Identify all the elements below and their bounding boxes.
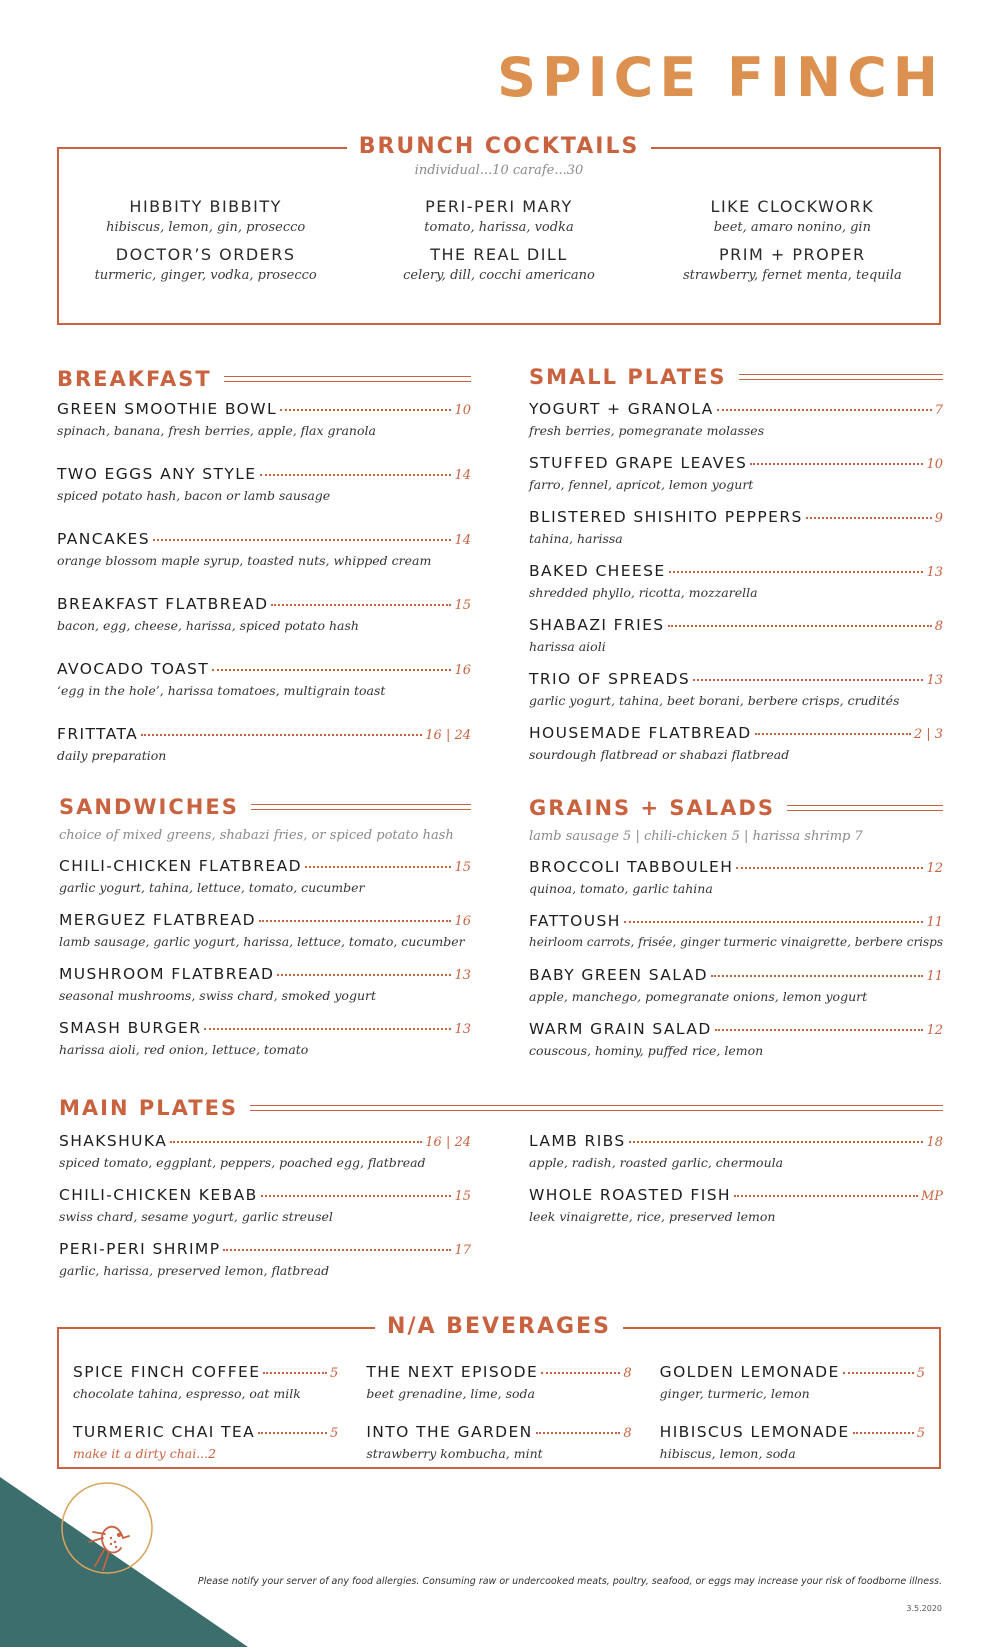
item-name: INTO THE GARDEN	[366, 1423, 533, 1441]
menu-item	[529, 670, 943, 724]
leader-dots	[750, 463, 923, 465]
item-name: TURMERIC CHAI TEA	[73, 1423, 256, 1441]
leader-dots	[263, 1372, 327, 1374]
item-desc: swiss chard, sesame yogurt, garlic streusel	[59, 1209, 333, 1224]
item-desc: apple, manchego, pomegranate onions, lemon yogurt	[529, 989, 868, 1004]
menu-item	[57, 660, 471, 725]
leader-dots	[629, 1141, 924, 1143]
cocktails-pricing: individual...10 carafe...30	[414, 163, 584, 178]
item-desc: hibiscus, lemon, gin, prosecco	[106, 220, 306, 235]
cocktail-item	[59, 197, 352, 235]
leader-dots	[715, 1029, 924, 1031]
item-name: GREEN SMOOTHIE BOWL	[57, 400, 278, 418]
item-price: 2 | 3	[913, 727, 943, 742]
leader-dots	[669, 571, 924, 573]
item-price: 5	[916, 1426, 925, 1441]
leader-dots	[153, 539, 451, 541]
item-desc: strawberry kombucha, mint	[366, 1446, 543, 1461]
item-name: FRITTATA	[57, 725, 139, 743]
item-price: 16 | 24	[425, 728, 471, 743]
menu-item	[660, 1423, 925, 1461]
item-price: 13	[454, 1022, 471, 1037]
menu-item	[59, 1240, 471, 1284]
item-desc: garlic yogurt, tahina, beet borani, berbere crisps, crudités	[529, 693, 900, 708]
menu-item	[59, 857, 471, 911]
cocktails-title: BRUNCH COCKTAILS	[59, 134, 939, 159]
leader-dots	[223, 1249, 451, 1251]
item-price: 5	[330, 1426, 339, 1441]
menu-item	[57, 595, 471, 660]
item-name: BLISTERED SHISHITO PEPPERS	[529, 508, 803, 526]
item-price: 10	[454, 403, 471, 418]
item-desc: bacon, egg, cheese, harissa, spiced potato hash	[57, 618, 359, 633]
item-desc: tomato, harissa, vodka	[424, 220, 574, 235]
breakfast-section	[57, 364, 471, 770]
item-desc: harissa aioli	[529, 639, 606, 654]
section-title: BREAKFAST	[57, 367, 212, 391]
leader-dots	[668, 625, 932, 627]
item-name: MUSHROOM FLATBREAD	[59, 965, 275, 983]
leader-dots	[755, 733, 911, 735]
item-price: 13	[926, 673, 943, 688]
leader-dots	[141, 734, 422, 736]
leader-dots	[624, 921, 924, 923]
item-desc: apple, radish, roasted garlic, chermoula	[529, 1155, 784, 1170]
item-name: LAMB RIBS	[529, 1132, 626, 1150]
item-desc: garlic, harissa, preserved lemon, flatbread	[59, 1263, 330, 1278]
item-desc: turmeric, ginger, vodka, prosecco	[94, 268, 317, 283]
leader-dots	[260, 474, 452, 476]
menu-item	[57, 465, 471, 530]
menu-item	[57, 530, 471, 595]
header-rule	[787, 805, 943, 811]
menu-item	[366, 1363, 631, 1401]
brunch-cocktails-box	[57, 134, 941, 325]
item-name: BROCCOLI TABBOULEH	[529, 858, 734, 876]
item-name: BREAKFAST FLATBREAD	[57, 595, 269, 613]
item-desc: heirloom carrots, frisée, ginger turmeric vinaigrette, berbere crisps	[529, 935, 944, 949]
item-name: PANCAKES	[57, 530, 150, 548]
item-desc: hibiscus, lemon, soda	[659, 1446, 796, 1461]
item-desc: fresh berries, pomegranate molasses	[529, 423, 765, 438]
beverages-title: N/A BEVERAGES	[59, 1314, 939, 1339]
item-price: 12	[926, 861, 943, 876]
item-price: 16	[454, 914, 471, 929]
header-rule	[739, 374, 943, 380]
item-price: 15	[454, 1189, 471, 1204]
menu-item	[366, 1423, 631, 1461]
leader-dots	[843, 1372, 914, 1374]
item-price: 14	[454, 468, 471, 483]
grains-salads-section	[529, 793, 943, 1064]
item-desc: make it a dirty chai...2	[73, 1446, 217, 1461]
item-name: CHILI-CHICKEN KEBAB	[59, 1186, 258, 1204]
item-name: BAKED CHEESE	[529, 562, 666, 580]
section-note: choice of mixed greens, shabazi fries, or spiced potato hash	[59, 828, 454, 843]
item-price: 5	[330, 1366, 339, 1381]
main-plates-section	[59, 1093, 943, 1123]
item-name: CHILI-CHICKEN FLATBREAD	[59, 857, 302, 875]
section-header	[59, 792, 471, 822]
item-desc: seasonal mushrooms, swiss chard, smoked yogurt	[59, 988, 377, 1003]
menu-item	[57, 400, 471, 465]
leader-dots	[170, 1141, 422, 1143]
leader-dots	[261, 1195, 452, 1197]
leader-dots	[212, 669, 451, 671]
restaurant-name: SPICE FINCH	[497, 46, 944, 109]
item-desc: shredded phyllo, ricotta, mozzarella	[529, 585, 758, 600]
item-price: MP	[920, 1189, 943, 1204]
menu-item	[73, 1423, 338, 1461]
item-name: THE REAL DILL	[430, 245, 568, 264]
item-desc: daily preparation	[57, 748, 167, 763]
item-name: FATTOUSH	[529, 912, 621, 930]
item-price: 9	[934, 511, 943, 526]
item-desc: lamb sausage, garlic yogurt, harissa, lettuce, tomato, cucumber	[59, 934, 465, 949]
item-desc: farro, fennel, apricot, lemon yogurt	[529, 477, 754, 492]
leader-dots	[693, 679, 923, 681]
item-name: HIBISCUS LEMONADE	[659, 1423, 850, 1441]
menu-item	[529, 966, 943, 1020]
item-name: DOCTOR’S ORDERS	[115, 245, 296, 264]
small-plates-section	[529, 362, 943, 768]
menu-item	[529, 562, 943, 616]
menu-item	[59, 1132, 471, 1186]
item-name: SHABAZI FRIES	[529, 616, 665, 634]
menu-item	[59, 911, 471, 965]
item-price: 10	[926, 457, 943, 472]
item-price: 8	[934, 619, 943, 634]
item-desc: orange blossom maple syrup, toasted nuts, whipped cream	[57, 553, 432, 568]
section-title: SANDWICHES	[59, 795, 239, 819]
item-price: 11	[926, 969, 943, 984]
menu-item	[57, 725, 471, 770]
section-header	[529, 793, 943, 823]
item-desc: chocolate tahina, espresso, oat milk	[73, 1386, 301, 1401]
leader-dots	[541, 1372, 620, 1374]
item-desc: strawberry, fernet menta, tequila	[682, 268, 902, 283]
leader-dots	[536, 1432, 621, 1434]
cocktail-item	[646, 197, 939, 235]
menu-item	[660, 1363, 925, 1401]
item-name: MERGUEZ FLATBREAD	[59, 911, 256, 929]
item-name: WARM GRAIN SALAD	[529, 1020, 712, 1038]
cocktail-item	[352, 245, 645, 283]
item-name: YOGURT + GRANOLA	[529, 400, 714, 418]
leader-dots	[258, 1432, 327, 1434]
item-name: PERI-PERI SHRIMP	[59, 1240, 221, 1258]
header-rule	[224, 376, 471, 382]
item-name: SPICE FINCH COFFEE	[73, 1363, 261, 1381]
item-desc: quinoa, tomato, garlic tahina	[529, 881, 713, 896]
item-price: 14	[454, 533, 471, 548]
item-desc: ginger, turmeric, lemon	[659, 1386, 810, 1401]
section-title: MAIN PLATES	[59, 1096, 239, 1120]
leader-dots	[734, 1195, 918, 1197]
leader-dots	[711, 975, 923, 977]
section-header	[529, 362, 943, 392]
header-rule	[250, 1105, 943, 1111]
item-name: PRIM + PROPER	[719, 245, 866, 264]
menu-item	[73, 1363, 338, 1401]
menu-item	[529, 1020, 943, 1064]
menu-item	[529, 912, 943, 966]
item-name: BABY GREEN SALAD	[529, 966, 708, 984]
menu-date: 3.5.2020	[906, 1604, 942, 1613]
item-name: HOUSEMADE FLATBREAD	[529, 724, 752, 742]
menu-item	[59, 1019, 471, 1063]
cocktail-item	[352, 197, 645, 235]
allergy-notice: Please notify your server of any food allergies. Consuming raw or undercooked meats, poultry, seafood, or eggs may increase your risk of foodborne illness.	[197, 1576, 942, 1587]
item-price: 11	[926, 915, 943, 930]
item-price: 18	[926, 1135, 943, 1150]
leader-dots	[204, 1028, 451, 1030]
item-desc: sourdough flatbread or shabazi flatbread	[529, 747, 790, 762]
header-rule	[251, 804, 471, 810]
item-desc: spiced potato hash, bacon or lamb sausage	[57, 488, 331, 503]
section-header	[59, 1093, 943, 1123]
item-desc: celery, dill, cocchi americano	[403, 268, 595, 283]
leader-dots	[277, 974, 451, 976]
leader-dots	[717, 409, 932, 411]
section-header	[57, 364, 471, 394]
item-name: TRIO OF SPREADS	[529, 670, 691, 688]
item-price: 17	[454, 1243, 471, 1258]
menu-item	[529, 616, 943, 670]
leader-dots	[259, 920, 452, 922]
item-price: 12	[926, 1023, 943, 1038]
leader-dots	[806, 517, 932, 519]
item-desc: leek vinaigrette, rice, preserved lemon	[529, 1209, 776, 1224]
item-price: 13	[926, 565, 943, 580]
menu-item	[59, 1186, 471, 1240]
item-price: 8	[623, 1366, 632, 1381]
cocktail-list	[59, 197, 939, 283]
section-title: GRAINS + SALADS	[529, 796, 775, 820]
menu-item	[529, 724, 943, 768]
menu-item	[529, 508, 943, 562]
item-name: GOLDEN LEMONADE	[659, 1363, 840, 1381]
item-price: 5	[916, 1366, 925, 1381]
menu-item	[529, 1186, 943, 1230]
item-price: 15	[454, 598, 471, 613]
cocktail-item	[646, 245, 939, 283]
sandwiches-section	[59, 792, 471, 1063]
item-desc: ‘egg in the hole’, harissa tomatoes, multigrain toast	[57, 683, 386, 698]
menu-item	[529, 400, 943, 454]
item-name: AVOCADO TOAST	[57, 660, 210, 678]
item-desc: spiced tomato, eggplant, peppers, poached egg, flatbread	[59, 1155, 426, 1170]
item-desc: tahina, harissa	[529, 531, 623, 546]
leader-dots	[305, 866, 452, 868]
beverage-list	[73, 1363, 925, 1461]
finch-emblem-icon	[59, 1480, 155, 1576]
section-note: lamb sausage 5 | chili-chicken 5 | harissa shrimp 7	[529, 829, 863, 844]
item-desc: spinach, banana, fresh berries, apple, flax granola	[57, 423, 376, 438]
item-price: 16	[454, 663, 471, 678]
item-name: STUFFED GRAPE LEAVES	[529, 454, 748, 472]
section-title: SMALL PLATES	[529, 365, 727, 389]
item-desc: beet grenadine, lime, soda	[366, 1386, 535, 1401]
item-price: 15	[454, 860, 471, 875]
item-name: LIKE CLOCKWORK	[710, 197, 875, 216]
item-price: 13	[454, 968, 471, 983]
menu-item	[529, 858, 943, 912]
item-name: SMASH BURGER	[59, 1019, 202, 1037]
item-name: THE NEXT EPISODE	[366, 1363, 539, 1381]
item-name: WHOLE ROASTED FISH	[529, 1186, 731, 1204]
menu-item	[529, 454, 943, 508]
item-desc: beet, amaro nonino, gin	[713, 220, 871, 235]
item-name: TWO EGGS ANY STYLE	[57, 465, 257, 483]
beverages-box	[57, 1314, 941, 1469]
main-plates-left-column	[59, 1132, 471, 1284]
cocktail-item	[59, 245, 352, 283]
leader-dots	[280, 409, 451, 411]
menu-item	[529, 1132, 943, 1186]
main-plates-right-column	[529, 1132, 943, 1230]
item-desc: garlic yogurt, tahina, lettuce, tomato, cucumber	[59, 880, 365, 895]
item-price: 16 | 24	[425, 1135, 471, 1150]
leader-dots	[271, 604, 451, 606]
leader-dots	[853, 1432, 914, 1434]
menu-item	[59, 965, 471, 1019]
item-name: HIBBITY BIBBITY	[129, 197, 282, 216]
item-name: PERI-PERI MARY	[425, 197, 573, 216]
leader-dots	[736, 867, 923, 869]
item-price: 8	[623, 1426, 632, 1441]
item-name: SHAKSHUKA	[59, 1132, 168, 1150]
item-desc: harissa aioli, red onion, lettuce, tomato	[59, 1042, 309, 1057]
item-price: 7	[934, 403, 943, 418]
item-desc: couscous, hominy, puffed rice, lemon	[529, 1043, 764, 1058]
